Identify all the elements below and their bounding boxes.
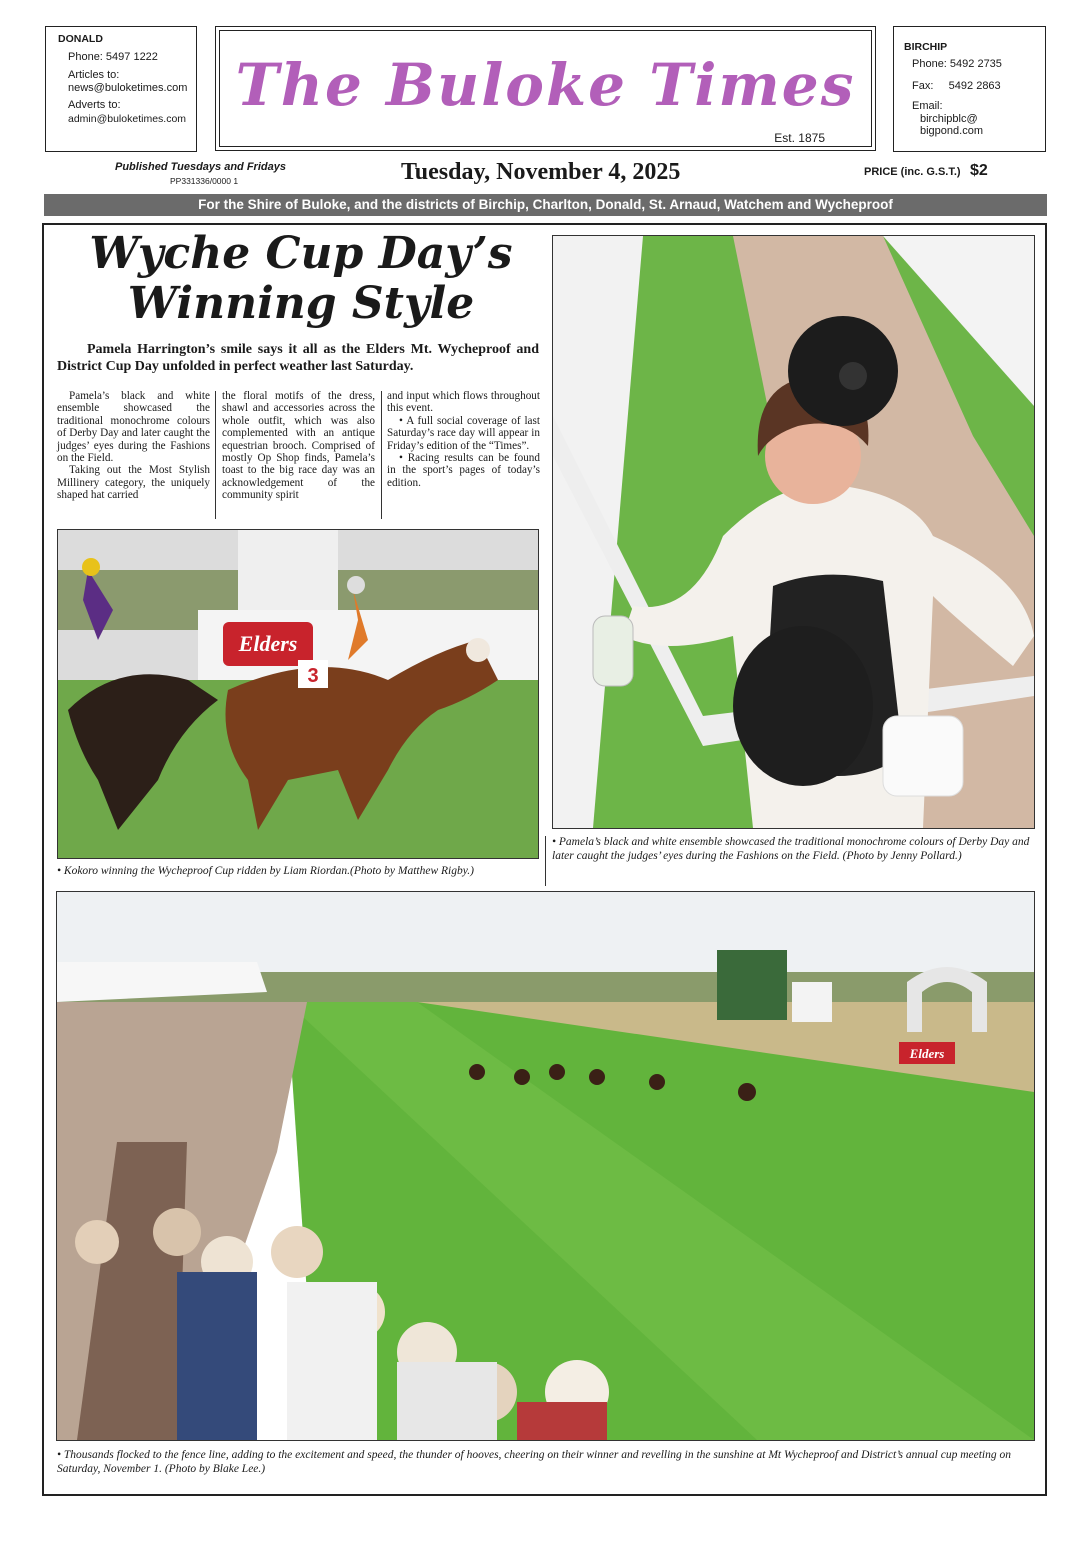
donald-adverts-label: Adverts to: xyxy=(68,99,121,111)
birchip-email-line-2[interactable]: bigpond.com xyxy=(920,125,983,137)
headline-line-2: Winning Style xyxy=(127,278,475,329)
body-paragraph: Pamela’s black and white ensemble showcased the traditional monochrome colours of Derby Day and later caught the judges’ eyes during the Fashions on the Field. xyxy=(57,390,210,465)
birchip-heading: BIRCHIP xyxy=(904,41,948,53)
body-paragraph: and input which flows throughout this event. xyxy=(387,390,540,415)
pamela-harrington-photo xyxy=(552,235,1035,829)
headline-line-1: Wyche Cup Day’s xyxy=(89,228,513,279)
birchip-contact-box xyxy=(893,26,1046,152)
saddle-number: 3 xyxy=(307,665,319,687)
standfirst: Pamela Harrington’s smile says it all as the Elders Mt. Wycheproof and District Cup Day unfolded in perfect weather last Saturday. xyxy=(57,342,539,374)
donald-articles-label: Articles to: xyxy=(68,69,120,81)
birchip-phone: Phone: 5492 2735 xyxy=(912,58,1002,70)
column-rule xyxy=(215,391,216,519)
donald-phone: Phone: 5497 1222 xyxy=(68,51,158,63)
horse-race-image xyxy=(58,530,538,858)
body-paragraph: • Racing results can be found in the sport’s pages of today’s edition. xyxy=(387,452,540,489)
race-crowd-photo xyxy=(56,891,1035,1441)
body-paragraph: Taking out the Most Stylish Millinery category, the uniquely shaped hat carried xyxy=(57,464,210,502)
pamela-image xyxy=(553,236,1034,828)
body-paragraph: • A full social coverage of last Saturday’s race day will appear in Friday’s edition of the “Times”. xyxy=(387,414,540,452)
price-label: PRICE (inc. G.S.T.) xyxy=(864,166,961,178)
body-column-3 xyxy=(387,390,540,489)
districts-strip: For the Shire of Buloke, and the districts of Birchip, Charlton, Donald, St. Arnaud, Watchem and Wycheproof xyxy=(44,194,1047,216)
birchip-fax: Fax: 5492 2863 xyxy=(912,80,1001,92)
birchip-email-label: Email: xyxy=(912,100,943,112)
caption-rule xyxy=(545,836,546,886)
donald-articles-email[interactable]: news@buloketimes.com xyxy=(68,82,188,94)
publication-schedule: Published Tuesdays and Fridays xyxy=(115,161,286,173)
birchip-email-line-1[interactable]: birchipblc@ xyxy=(920,113,978,125)
donald-contact-box xyxy=(45,26,197,152)
masthead-title: The Buloke Times xyxy=(235,51,856,119)
established-label: Est. 1875 xyxy=(774,131,825,145)
donald-adverts-email[interactable]: admin@buloketimes.com xyxy=(68,113,187,125)
crowd-caption: • Thousands flocked to the fence line, adding to the excitement and speed, the thunder of hooves, cheering on their winner and revelling in the sunshine at Mt Wycheproof and District’s annual cup meeting on Saturday, November 1. (Photo by Blake Lee.) xyxy=(57,1449,1011,1475)
body-column-2 xyxy=(222,390,375,502)
body-paragraph: the floral motifs of the dress, shawl and accessories across the whole outfit, which was also complemented with an antique equestrian brooch. Comprised of mostly Op Shop finds, Pamela’s toast to the big race day was an acknowledgement of the community spirit xyxy=(222,390,375,502)
horse-race-photo xyxy=(57,529,539,859)
masthead xyxy=(215,26,876,151)
issue-date: Tuesday, November 4, 2025 xyxy=(401,159,681,185)
registration-number: PP331336/0000 1 xyxy=(170,176,239,186)
headline xyxy=(52,229,550,329)
price-value: $2 xyxy=(970,162,988,179)
pamela-caption: • Pamela’s black and white ensemble showcased the traditional monochrome colours of Derby Day and later caught the judges’ eyes during the Fashions on the Field. (Photo by Jenny Pollard.) xyxy=(552,836,1030,862)
elders-sign-text: Elders xyxy=(238,631,298,656)
column-rule xyxy=(381,391,382,519)
donald-heading: DONALD xyxy=(58,33,103,45)
crowd-elders-sign-text: Elders xyxy=(909,1046,945,1061)
horse-race-caption: • Kokoro winning the Wycheproof Cup ridden by Liam Riordan.(Photo by Matthew Rigby.) xyxy=(57,865,474,877)
race-crowd-image xyxy=(57,892,1034,1440)
body-column-1 xyxy=(57,390,210,502)
